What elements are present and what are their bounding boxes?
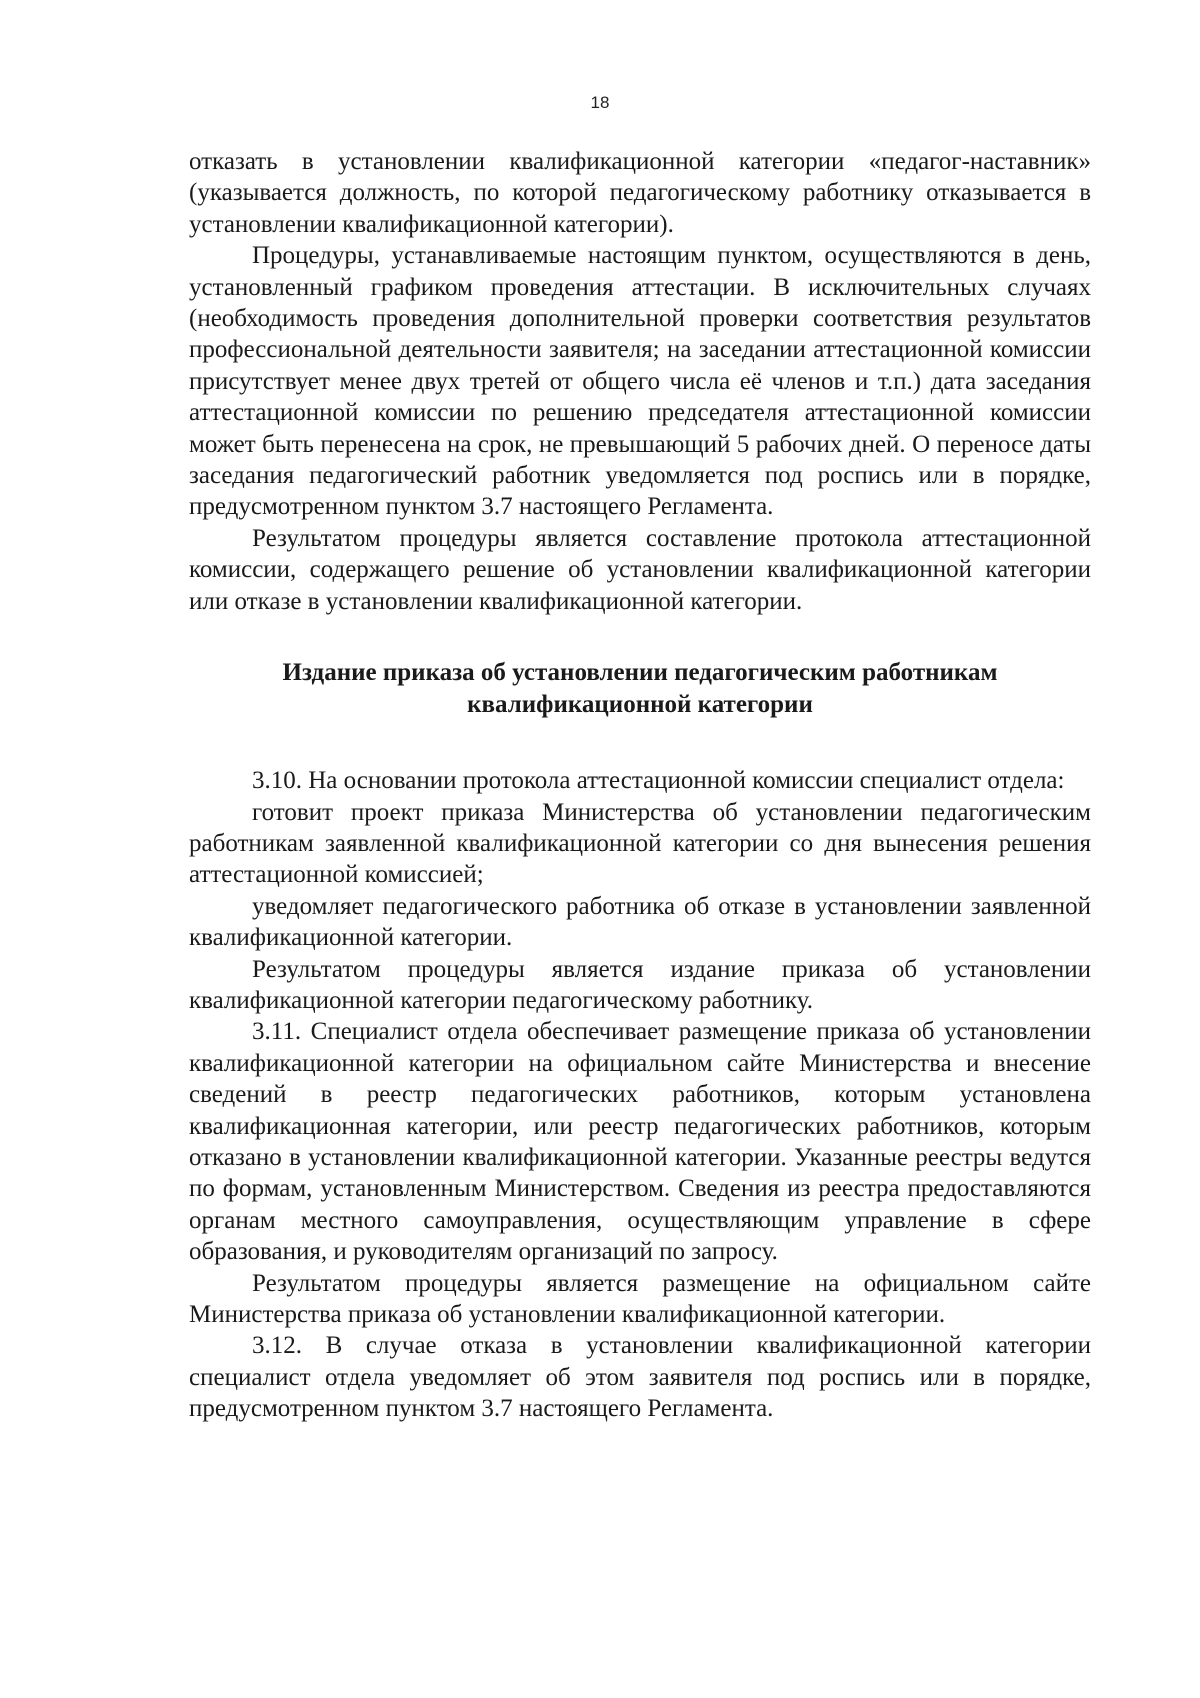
page-content xyxy=(189,146,1091,1425)
paragraph-result-protocol: Результатом процедуры является составление протокола аттестационной комиссии, содержащего решение об установлении квалификационной категории или отказе в установлении квалификационной категории. xyxy=(189,524,1091,615)
paragraph-prepare-order: готовит проект приказа Министерства об установлении педагогическим работникам заявленной квалификационной категории со дня вынесения решения аттестационной комиссией; xyxy=(189,798,1091,889)
paragraph-result-publication: Результатом процедуры является размещение на официальном сайте Министерства приказа об установлении квалификационной категории. xyxy=(189,1269,1091,1328)
section-heading-line-1: Издание приказа об установлении педагогическим работникам xyxy=(282,659,998,687)
paragraph-notify-refusal: уведомляет педагогического работника об отказе в установлении заявленной квалификационной категории. xyxy=(189,892,1091,952)
paragraph-procedures: Процедуры, устанавливаемые настоящим пунктом, осуществляются в день, установленный графиком проведения аттестации. В исключительных случаях (необходимость проведения дополнительной проверки соответствия результатов профессиональной деятельности заявителя; на заседании аттестационной комиссии присутствует менее двух третей от общего числа её членов и т.п.) дата заседания аттестационной комиссии по решению председателя аттестационной комиссии может быть перенесена на срок, не превышающий 5 рабочих дней. О переносе даты заседания педагогический работник уведомляется под роспись или в порядке, предусмотренном пунктом 3.7 настоящего Регламента. xyxy=(189,242,1091,521)
section-heading-line-2: квалификационной категории xyxy=(467,691,813,719)
paragraph-result-order: Результатом процедуры является издание приказа об установлении квалификационной категории педагогическому работнику. xyxy=(189,955,1091,1014)
paragraph-3-11: 3.11. Специалист отдела обеспечивает размещение приказа об установлении квалификационной категории на официальном сайте Министерства и внесение сведений в реестр педагогических работников, которым установлена квалификационная категории, или реестр педагогических работников, которым отказано в установлении квалификационной категории. Указанные реестры ведутся по формам, установленным Министерством. Сведения из реестра предоставляются органам местного самоуправления, осуществляющим управление в сфере образования, и руководителям организаций по запросу. xyxy=(189,1018,1091,1266)
paragraph-refusal-continuation: отказать в установлении квалификационной категории «педагог-наставник» (указывается должность, по которой педагогическому работнику отказывается в установлении квалификационной категории). xyxy=(189,148,1091,238)
paragraph-3-12: 3.12. В случае отказа в установлении квалификационной категории специалист отдела уведомляет об этом заявителя под роспись или в порядке, предусмотренном пунктом 3.7 настоящего Регламента. xyxy=(189,1332,1091,1423)
paragraph-3-10: 3.10. На основании протокола аттестационной комиссии специалист отдела: xyxy=(252,767,1065,795)
section-heading xyxy=(189,657,1091,721)
page-number: 18 xyxy=(590,93,610,112)
